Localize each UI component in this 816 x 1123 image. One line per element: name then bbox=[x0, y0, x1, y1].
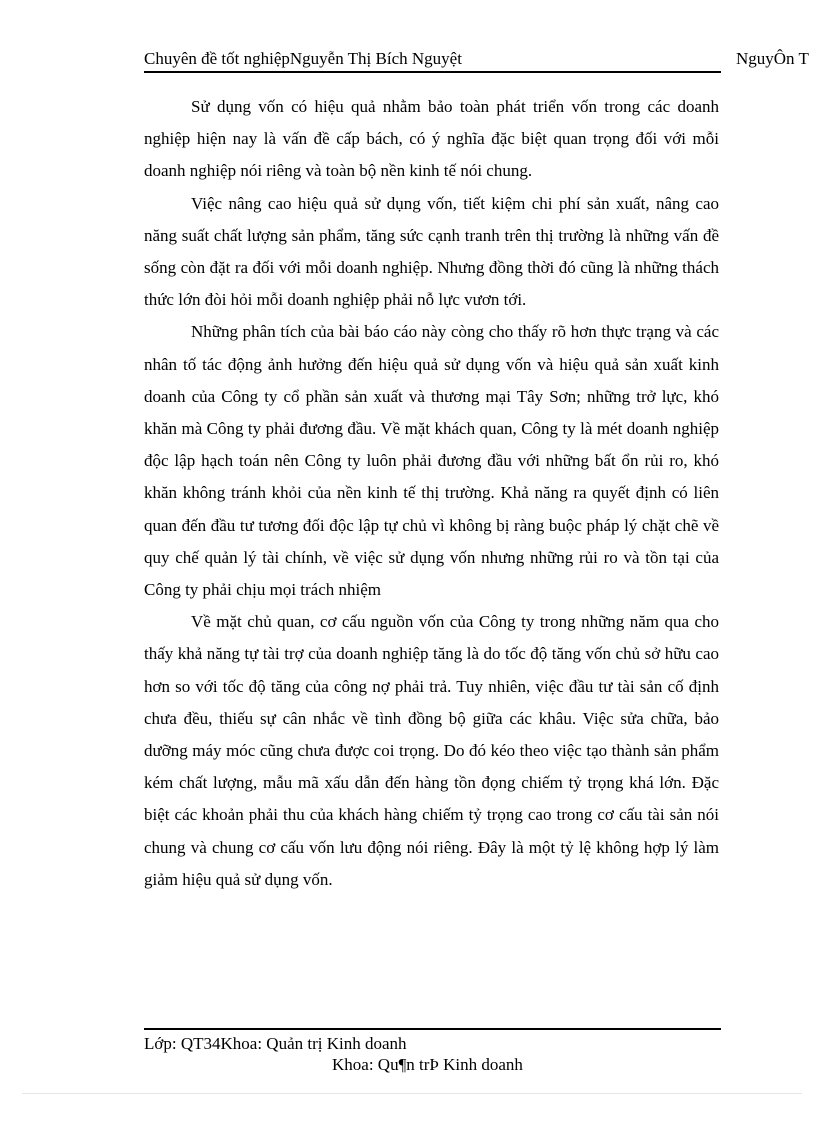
footer-class: Lớp: QT34Khoa: Quản trị Kinh doanh bbox=[144, 1034, 407, 1053]
page-bottom-edge bbox=[22, 1093, 802, 1094]
footer-divider bbox=[144, 1028, 721, 1030]
header-divider bbox=[144, 71, 721, 73]
header-title: Chuyên đề tốt nghiệpNguyễn Thị Bích Nguyệt bbox=[144, 49, 462, 68]
paragraph-2: Việc nâng cao hiệu quả sử dụng vốn, tiết kiệm chi phí sản xuất, nâng cao năng suất chất lượng sản phẩm, tăng sức cạnh tranh trên thị trường là những vấn đề sống còn đặt ra đối với mỗi doanh nghiệp. Nhưng đồng thời đó cũng là những thách thức lớn đòi hỏi mỗi doanh nghiệp phải nỗ lực vươn tới. bbox=[144, 193, 719, 310]
paragraph-3: Những phân tích của bài báo cáo này còng cho thấy rõ hơn thực trạng và các nhân tố tác động ảnh hưởng đến hiệu quả sử dụng vốn và hiệu quả sản xuất kinh doanh của Công ty cổ phần sản xuất và thương mại Tây Sơn; những trở lực, khó khăn mà Công ty phải đương đầu. Về mặt khách quan, Công ty là mét doanh nghiệp độc lập hạch toán nên Công ty luôn phải đương đầu với những bất ổn rủi ro, khó khăn không tránh khỏi của nền kinh tế thị trường. Khả năng ra quyết định có liên quan đến đầu tư tương đối độc lập tự chủ vì không bị ràng buộc pháp lý chặt chẽ về quy chế quản lý tài chính, về việc sử dụng vốn nhưng những rủi ro và tồn tại của Công ty phải chịu mọi trách nhiệm bbox=[144, 322, 719, 600]
paragraph-4: Về mặt chủ quan, cơ cấu nguồn vốn của Công ty trong những năm qua cho thấy khả năng tự tài trợ của doanh nghiệp tăng là do tốc độ tăng vốn chủ sở hữu cao hơn so với tốc độ tăng của công nợ phải trả. Tuy nhiên, việc đầu tư tài sản cố định chưa đều, thiếu sự cân nhắc về tình đồng bộ giữa các khâu. Việc sửa chữa, bảo dưỡng máy móc cũng chưa được coi trọng. Do đó kéo theo việc tạo thành sản phẩm kém chất lượng, mẫu mã xấu dẫn đến hàng tồn đọng chiếm tỷ trọng khá lớn. Đặc biệt các khoản phải thu của khách hàng chiếm tỷ trọng cao trong cơ cấu tài sản nói chung và chung cơ cấu vốn lưu động nói riêng. Đây là một tỷ lệ không hợp lý làm giảm hiệu quả sử dụng vốn. bbox=[144, 612, 719, 889]
header-author: NguyÔn T bbox=[736, 49, 809, 68]
footer-faculty: Khoa: Qu¶n trÞ Kinh doanh bbox=[332, 1055, 523, 1074]
paragraph-1: Sử dụng vốn có hiệu quả nhằm bảo toàn phát triển vốn trong các doanh nghiệp hiện nay là vấn đề cấp bách, có ý nghĩa đặc biệt quan trọng đối với mỗi doanh nghiệp nói riêng và toàn bộ nền kinh tế nói chung. bbox=[144, 97, 719, 181]
document-body bbox=[144, 91, 719, 896]
